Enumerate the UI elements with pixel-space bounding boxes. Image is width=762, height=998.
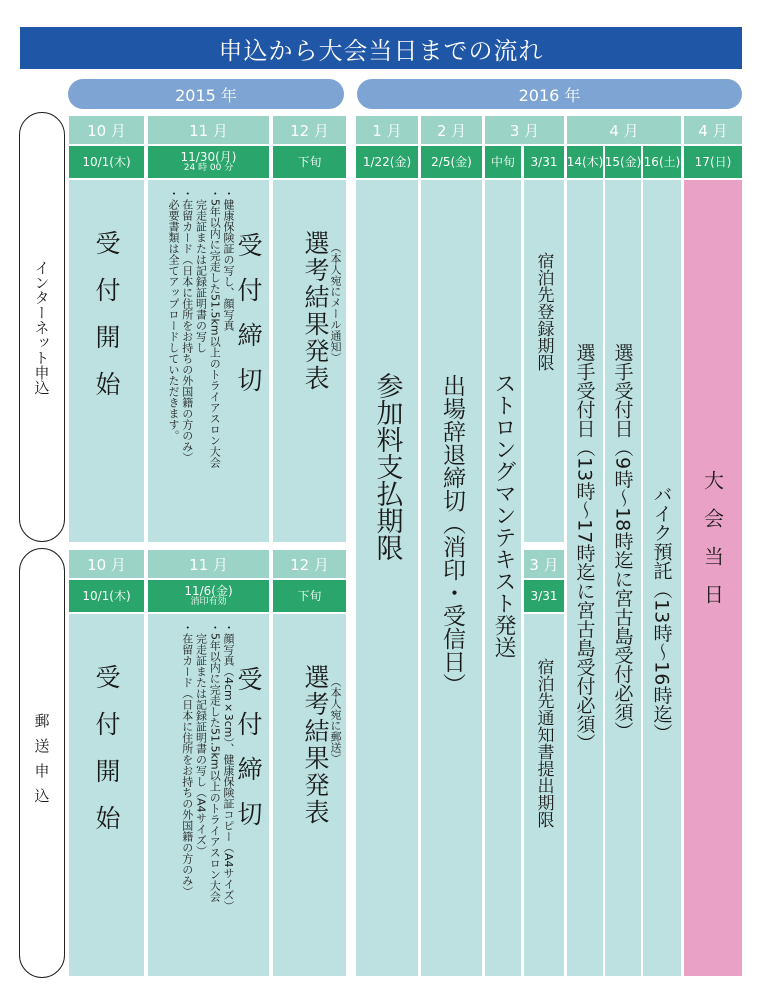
apr-16-date-text: 16(土) [643,154,681,169]
apr-14-event: 選手受付日（13時〜17時迄に宮古島受付必須） [573,343,596,753]
postal-note-1: ・顔写真（4cm×3cm）、健康保険証コピー（A4サイズ） [222,622,235,912]
feb-body [421,180,482,976]
apr-14-body [567,180,603,976]
feb-date [421,146,482,178]
postal-nov-date-text: 11/6(金) [184,583,233,598]
postal-dec-month: 12 月 [273,550,346,578]
mar31-event: 宿泊先登録期限 [533,252,554,371]
internet-dec-sub-wrap [328,242,342,367]
postal-note-4: ・在留カード（日本に住所をお持ちの外国籍の方のみ） [180,622,194,897]
postal-oct-month: 10 月 [69,550,144,578]
internet-note-3: 完走証または記録証明書の写し [194,188,208,353]
postal-label: 郵送申込 [32,713,51,813]
mar31b-event: 宿泊先通知書提出期限 [533,658,554,828]
jan-body [356,180,418,976]
page-title: 申込から大会当日までの流れ [20,27,742,69]
mar31b-date [524,580,564,612]
postal-oct-body [69,614,144,976]
jan-month: 1 月 [356,116,418,144]
internet-label: インターネット申込 [32,259,51,395]
postal-dec-sub: （本人宛に郵送） [329,676,342,764]
apr-15-event: 選手受付日（9時〜18時迄に宮古島受付必須） [611,343,634,741]
postal-nov-body [148,614,269,976]
postal-nov-time-text: 消印有効 [190,596,227,607]
internet-oct-event: 受付開始 [92,230,121,418]
internet-dec-date [273,146,346,178]
race-date-text: 17(日) [694,154,732,169]
postal-dec-event: 選考結果発表 [301,664,330,826]
apr-16-date [643,146,681,178]
internet-oct-date [69,146,144,178]
mar31-date [524,146,564,178]
apr-14-date [567,146,603,178]
internet-dec-date-text: 下旬 [297,154,322,169]
mar31-date-text: 3/31 [530,154,558,169]
jan-date [356,146,418,178]
postal-nov-date [148,580,269,612]
internet-nov-date [148,146,269,178]
apr-16-body [643,180,681,976]
postal-nov-event: 受付締切 [234,666,263,846]
jan-event: 参加料支払期限 [371,372,403,561]
internet-nov-month: 11 月 [148,116,269,144]
mar-event: ストロングマンテキスト発送 [491,372,516,658]
internet-note-5: ・必要書類は全てアップロードしていただきます。 [167,188,180,441]
apr-14-date-text: 14(木) [566,154,604,169]
internet-note-1: ・健康保険証の写し、顔写真 [222,188,235,331]
postal-note-3: 完走証または記録証明書の写し（A4サイズ） [194,622,208,857]
internet-nov-body [148,180,269,542]
mar31b-body [524,614,564,976]
postal-nov-notes [180,622,235,972]
postal-dec-sub-wrap [328,676,342,768]
internet-nov-event-wrap [236,232,261,416]
race-body [684,180,742,976]
internet-oct-date-text: 10/1(木) [82,154,131,169]
internet-nov-notes [166,188,235,538]
postal-dec-date-text: 下旬 [297,588,322,603]
postal-label-wrap [19,548,65,978]
internet-nov-time-text: 24 時 00 分 [183,162,234,173]
mar-month: 3 月 [485,116,564,144]
feb-month: 2 月 [421,116,482,144]
apr-15-date-text: 15(金) [604,154,642,169]
feb-event: 出場辞退締切（消印・受信日） [439,374,465,696]
apr-15-date [605,146,641,178]
postal-oct-event: 受付開始 [92,664,121,852]
internet-nov-event: 受付締切 [234,232,263,412]
apr-15-body [605,180,641,976]
mar31b-date-text: 3/31 [530,588,558,603]
internet-oct-month: 10 月 [69,116,144,144]
internet-oct-body [69,180,144,542]
mar31-body [524,180,564,542]
year-2015-banner: 2015 年 [68,79,344,109]
internet-dec-event: 選考結果発表 [301,230,330,392]
race-month: 4 月 [684,116,742,144]
postal-note-2: ・5年以内に完走した51.5km以上のトライアスロン大会 [208,622,222,902]
postal-dec-body [273,614,346,976]
mar-date [485,146,521,178]
year-2016-banner: 2016 年 [357,79,742,109]
internet-note-2: ・5年以内に完走した51.5km以上のトライアスロン大会 [208,188,222,468]
postal-oct-date-text: 10/1(木) [82,588,131,603]
apr-month: 4 月 [567,116,681,144]
feb-date-text: 2/5(金) [431,154,472,169]
internet-dec-body [273,180,346,542]
mar-date-text: 中旬 [490,154,515,169]
postal-oct-date [69,580,144,612]
internet-dec-sub: （本人宛にメール通知） [329,242,342,363]
internet-nov-date-text: 11/30(月) [180,149,237,164]
internet-dec-event-wrap [303,230,328,396]
mar31b-month: 3 月 [524,550,564,578]
jan-date-text: 1/22(金) [362,154,412,169]
postal-dec-date [273,580,346,612]
postal-nov-month: 11 月 [148,550,269,578]
postal-dec-event-wrap [303,664,328,830]
mar-body [485,180,521,976]
internet-label-wrap [19,112,65,542]
internet-note-4: ・在留カード（日本に住所をお持ちの外国籍の方のみ） [180,188,194,463]
postal-nov-event-wrap [236,666,261,850]
apr-16-event: バイク預託（13時〜16時迄） [650,485,673,743]
race-date [684,146,742,178]
internet-dec-month: 12 月 [273,116,346,144]
race-event: 大会当日 [700,470,725,622]
